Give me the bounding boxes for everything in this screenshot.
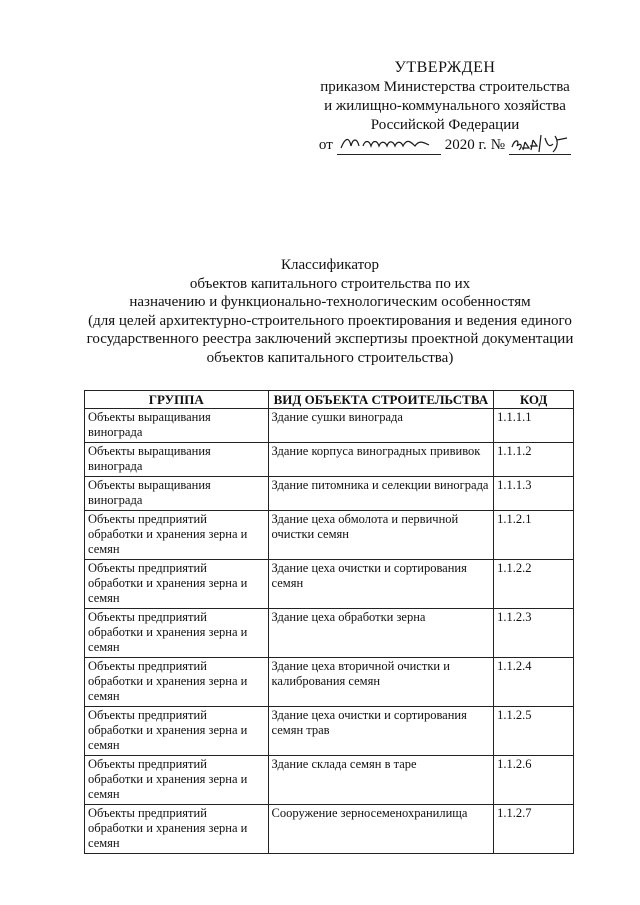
cell-code: 1.1.1.2 bbox=[494, 443, 574, 477]
header-group: ГРУППА bbox=[85, 391, 269, 409]
number-label: № bbox=[490, 137, 506, 153]
table-row bbox=[85, 443, 574, 477]
cell-code: 1.1.2.2 bbox=[494, 560, 574, 609]
cell-object-type: Здание цеха очистки и сортирования семян bbox=[268, 560, 494, 609]
year-text: 2020 г. bbox=[444, 137, 487, 153]
cell-group: Объекты предприятий обработки и хранения зерна и семян bbox=[85, 560, 269, 609]
cell-object-type: Здание цеха очистки и сортирования семян трав bbox=[268, 707, 494, 756]
document-title bbox=[70, 256, 590, 367]
table-row bbox=[85, 409, 574, 443]
table-row bbox=[85, 756, 574, 805]
title-line-6: объектов капитального строительства) bbox=[206, 349, 454, 366]
title-line-1: Классификатор bbox=[281, 257, 379, 273]
cell-group: Объекты выращивания винограда bbox=[85, 443, 269, 477]
approval-line-2: и жилищно-коммунального хозяйства bbox=[324, 98, 566, 114]
table-row bbox=[85, 707, 574, 756]
table-row bbox=[85, 805, 574, 854]
cell-code: 1.1.2.4 bbox=[494, 658, 574, 707]
cell-code: 1.1.2.1 bbox=[494, 511, 574, 560]
table-row bbox=[85, 477, 574, 511]
table-row bbox=[85, 560, 574, 609]
cell-group: Объекты предприятий обработки и хранения зерна и семян bbox=[85, 805, 269, 854]
cell-code: 1.1.2.3 bbox=[494, 609, 574, 658]
table-row bbox=[85, 609, 574, 658]
table-header-row bbox=[85, 391, 574, 409]
table-row bbox=[85, 658, 574, 707]
cell-group: Объекты выращивания винограда bbox=[85, 409, 269, 443]
classifier-table bbox=[84, 390, 574, 854]
cell-object-type: Здание цеха обработки зерна bbox=[268, 609, 494, 658]
cell-code: 1.1.2.6 bbox=[494, 756, 574, 805]
handwritten-number bbox=[509, 136, 571, 155]
title-line-4: (для целей архитектурно-строительного проектирования и ведения единого bbox=[88, 312, 572, 329]
date-prefix: от bbox=[318, 137, 333, 153]
approval-line-3: Российской Федерации bbox=[370, 117, 520, 133]
cell-code: 1.1.2.5 bbox=[494, 707, 574, 756]
cell-object-type: Здание корпуса виноградных прививок bbox=[268, 443, 494, 477]
cell-object-type: Сооружение зерносеменохранилища bbox=[268, 805, 494, 854]
cell-object-type: Здание цеха вторичной очистки и калибрования семян bbox=[268, 658, 494, 707]
cell-group: Объекты предприятий обработки и хранения зерна и семян bbox=[85, 609, 269, 658]
approval-date-line bbox=[300, 136, 590, 155]
approval-stamp bbox=[300, 58, 590, 155]
title-line-2: объектов капитального строительства по их bbox=[189, 275, 471, 292]
approval-heading: УТВЕРЖДЕН bbox=[394, 59, 496, 76]
cell-object-type: Здание цеха обмолота и первичной очистки семян bbox=[268, 511, 494, 560]
cell-code: 1.1.2.7 bbox=[494, 805, 574, 854]
cell-group: Объекты выращивания винограда bbox=[85, 477, 269, 511]
header-object-type: ВИД ОБЪЕКТА СТРОИТЕЛЬСТВА bbox=[268, 391, 494, 409]
cell-group: Объекты предприятий обработки и хранения зерна и семян bbox=[85, 658, 269, 707]
cell-code: 1.1.1.3 bbox=[494, 477, 574, 511]
title-line-3: назначению и функционально-технологическим особенностям bbox=[129, 294, 531, 310]
cell-group: Объекты предприятий обработки и хранения зерна и семян bbox=[85, 511, 269, 560]
cell-object-type: Здание сушки винограда bbox=[268, 409, 494, 443]
cell-code: 1.1.1.1 bbox=[494, 409, 574, 443]
header-code: КОД bbox=[494, 391, 574, 409]
cell-group: Объекты предприятий обработки и хранения зерна и семян bbox=[85, 707, 269, 756]
cell-group: Объекты предприятий обработки и хранения зерна и семян bbox=[85, 756, 269, 805]
handwritten-date bbox=[337, 136, 441, 155]
table-row bbox=[85, 511, 574, 560]
cell-object-type: Здание питомника и селекции винограда bbox=[268, 477, 494, 511]
approval-line-1: приказом Министерства строительства bbox=[320, 79, 570, 95]
cell-object-type: Здание склада семян в таре bbox=[268, 756, 494, 805]
title-line-5: государственного реестра заключений экспертизы проектной документации bbox=[86, 331, 574, 347]
